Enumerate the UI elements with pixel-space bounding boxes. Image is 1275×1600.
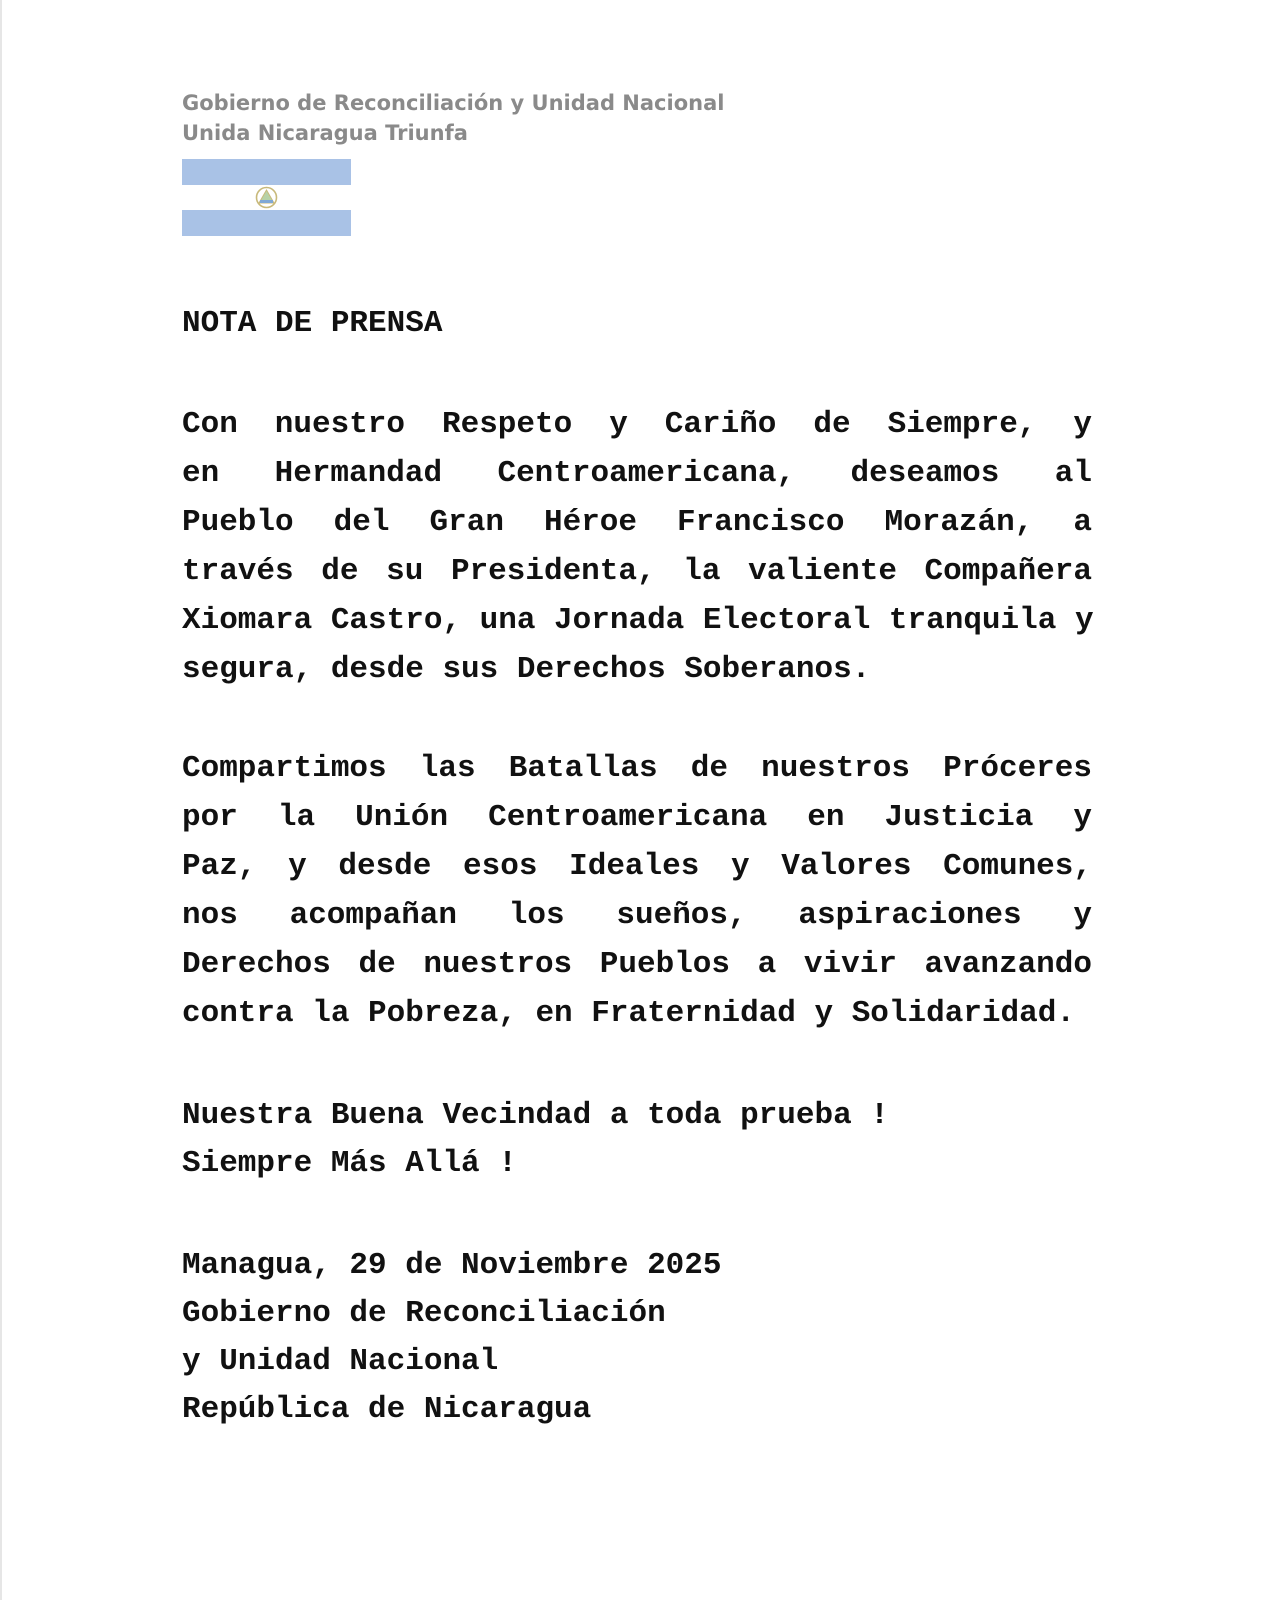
text-line: segura, desde sus Derechos Soberanos.	[182, 652, 871, 687]
text-line: Xiomara Castro, una Jornada Electoral tranquila y	[182, 603, 1094, 638]
text-line: Compartimos las Batallas de nuestros Próceres	[182, 751, 1092, 786]
text-line: en Hermandad Centroamericana, deseamos al	[182, 456, 1092, 491]
paragraph-shared-ideals	[182, 744, 1092, 1038]
text-line: Pueblo del Gran Héroe Francisco Morazán, a	[182, 505, 1092, 540]
text-line: por la Unión Centroamericana en Justicia y	[182, 800, 1092, 835]
text-line: Nuestra Buena Vecindad a toda prueba !	[182, 1098, 889, 1133]
page-edge	[0, 0, 2, 1600]
signature-line: y Unidad Nacional	[182, 1344, 499, 1379]
signature-line: Gobierno de Reconciliación	[182, 1296, 666, 1331]
text-line: Siempre Más Allá !	[182, 1146, 517, 1181]
text-line: nos acompañan los sueños, aspiraciones y	[182, 898, 1092, 933]
paragraph-greeting	[182, 400, 1092, 694]
text-line: Derechos de nuestros Pueblos a vivir avanzando	[182, 947, 1092, 982]
signature-date: Managua, 29 de Noviembre 2025	[182, 1248, 722, 1283]
text-line: Paz, y desde esos Ideales y Valores Comunes,	[182, 849, 1092, 884]
text-line: través de su Presidenta, la valiente Compañera	[182, 554, 1092, 589]
nicaragua-flag-icon	[182, 159, 351, 236]
letterhead	[182, 88, 724, 148]
closing-slogans	[182, 1092, 1092, 1188]
letterhead-slogan: Unida Nicaragua Triunfa	[182, 121, 468, 145]
signature-block	[182, 1242, 1092, 1434]
text-line: Con nuestro Respeto y Cariño de Siempre, y	[182, 407, 1092, 442]
text-line: contra la Pobreza, en Fraternidad y Solidaridad.	[182, 996, 1075, 1031]
letterhead-government: Gobierno de Reconciliación y Unidad Nacional	[182, 91, 725, 115]
signature-line: República de Nicaragua	[182, 1392, 592, 1427]
page-title: NOTA DE PRENSA	[182, 306, 443, 341]
